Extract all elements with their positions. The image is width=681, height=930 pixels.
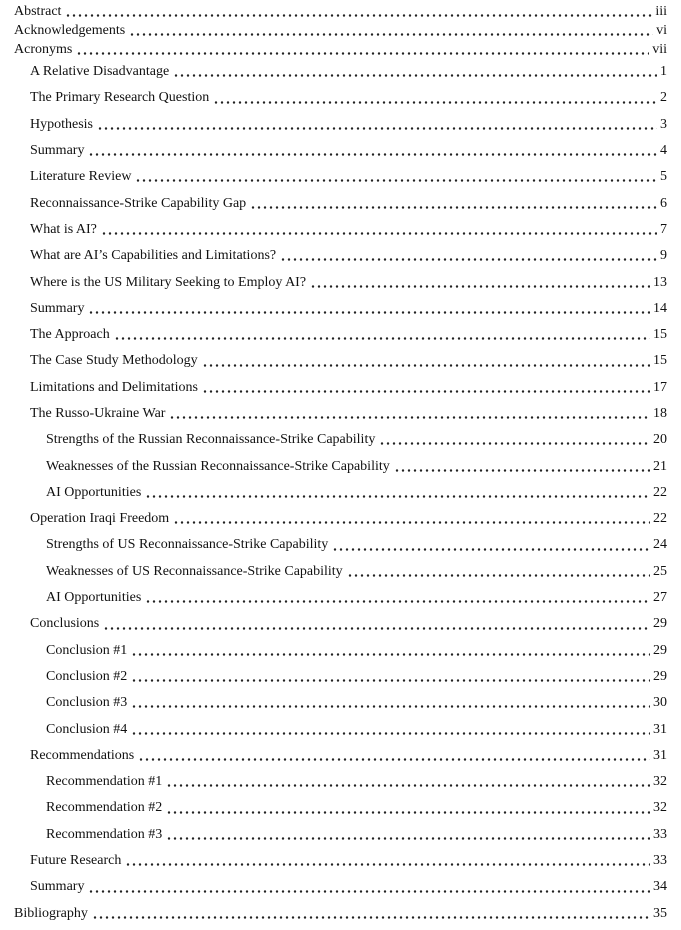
toc-entry: [0, 795, 681, 821]
toc-entry: [0, 532, 681, 558]
toc-entry-page: 17: [653, 379, 667, 395]
toc-entry-page: 22: [653, 484, 667, 500]
toc-entry-label: Strengths of the Russian Reconnaissance-Strike Capability: [46, 432, 376, 448]
toc-leader-dots: [173, 506, 650, 532]
toc-entry: [0, 611, 681, 637]
toc-entry-label: The Russo-Ukraine War: [30, 406, 166, 421]
toc-entry-page: iii: [655, 3, 667, 19]
toc-entry: [0, 322, 681, 348]
toc-entry-label: AI Opportunities: [46, 484, 142, 500]
toc-entry-label: Abstract: [14, 3, 62, 19]
toc-leader-dots: [250, 190, 657, 216]
toc-entry: [0, 217, 681, 243]
toc-entry-label: Summary: [30, 879, 85, 895]
toc-entry-label: Hypothesis: [30, 116, 93, 132]
toc-entry: [0, 112, 681, 138]
toc-leader-dots: [166, 769, 650, 795]
toc-entry-label: Summary: [30, 300, 85, 316]
toc-entry-label: Conclusion #4: [46, 721, 128, 737]
toc-entry-label: Acronyms: [14, 41, 73, 57]
toc-entry-label: Literature Review: [30, 169, 132, 185]
toc-entry-page: 9: [660, 248, 667, 264]
toc-entry-label: Conclusion #3: [46, 695, 128, 711]
toc-entry: [0, 453, 681, 479]
toc-entry-label: Summary: [30, 143, 85, 159]
toc-leader-dots: [65, 2, 652, 21]
toc-entry-label: Conclusion #1: [46, 642, 128, 658]
toc-entry-label: Bibliography: [14, 905, 88, 921]
toc-entry-page: 29: [653, 642, 667, 658]
toc-entry: [0, 2, 681, 21]
toc-entry-label: What are AI’s Capabilities and Limitations?: [30, 248, 277, 264]
toc-entry-page: 2: [660, 90, 667, 106]
toc-leader-dots: [76, 40, 649, 59]
toc-entry-label: Recommendation #3: [46, 826, 163, 842]
toc-entry-label: Limitations and Delimitations: [30, 379, 198, 395]
toc-entry: [0, 716, 681, 742]
toc-leader-dots: [88, 874, 650, 900]
toc-leader-dots: [166, 795, 650, 821]
toc-entry-page: 21: [653, 458, 667, 474]
toc-entry: [0, 296, 681, 322]
toc-entry: [0, 559, 681, 585]
toc-entry-page: 7: [660, 221, 667, 237]
toc-leader-dots: [88, 296, 650, 322]
toc-entry-page: 20: [653, 432, 667, 448]
toc-entry-page: 27: [653, 590, 667, 606]
toc-entry: [0, 848, 681, 874]
toc-leader-dots: [138, 743, 650, 769]
toc-entry-page: 24: [653, 537, 667, 553]
toc-entry-page: 31: [653, 747, 667, 763]
toc-leader-dots: [135, 164, 657, 190]
toc-entry-page: 35: [653, 905, 667, 921]
toc-entry: [0, 243, 681, 269]
toc-entry: [0, 59, 681, 85]
toc-leader-dots: [169, 401, 650, 427]
toc-leader-dots: [131, 690, 650, 716]
toc-entry-label: Recommendations: [30, 747, 135, 763]
toc-entry: [0, 690, 681, 716]
toc-entry-page: 6: [660, 195, 667, 211]
toc-entry: [0, 874, 681, 900]
toc-entry-page: 4: [660, 143, 667, 159]
toc-entry: [0, 427, 681, 453]
toc-entry-page: 30: [653, 695, 667, 711]
toc-entry-page: 1: [660, 64, 667, 80]
toc-entry-label: Operation Iraqi Freedom: [30, 511, 170, 527]
toc-entry-page: 32: [653, 800, 667, 816]
toc-entry-page: 32: [653, 774, 667, 790]
toc-entry: [0, 40, 681, 59]
toc-entry-label: What is AI?: [30, 221, 97, 237]
toc-entry: [0, 506, 681, 532]
toc-leader-dots: [166, 822, 650, 848]
toc-entry-label: Acknowledgements: [14, 22, 126, 38]
toc-leader-dots: [173, 59, 657, 85]
toc-entry-label: The Primary Research Question: [30, 90, 210, 106]
toc-entry-page: 15: [653, 353, 667, 369]
toc-entry: [0, 769, 681, 795]
toc-leader-dots: [125, 848, 650, 874]
toc-entry-label: Conclusion #2: [46, 668, 128, 684]
toc-entry: [0, 401, 681, 427]
toc-entry-label: The Case Study Methodology: [30, 353, 198, 369]
toc-entry: [0, 164, 681, 190]
toc-entry-page: 31: [653, 721, 667, 737]
toc-entry: [0, 638, 681, 664]
toc-entry-label: Conclusions: [30, 616, 100, 632]
toc-entry-page: 33: [653, 826, 667, 842]
toc-leader-dots: [202, 375, 650, 401]
toc-list: [0, 2, 681, 927]
toc-entry: [0, 21, 681, 40]
toc-entry-page: 25: [653, 563, 667, 579]
toc-leader-dots: [114, 322, 650, 348]
toc-entry-label: A Relative Disadvantage: [30, 64, 170, 80]
toc-entry-page: 14: [653, 300, 667, 316]
toc-leader-dots: [145, 585, 650, 611]
toc-entry: [0, 138, 681, 164]
toc-entry-page: 13: [653, 274, 667, 290]
toc-leader-dots: [310, 269, 650, 295]
toc-entry: [0, 190, 681, 216]
toc-entry: [0, 822, 681, 848]
toc-leader-dots: [97, 112, 657, 138]
toc-entry-page: 3: [660, 116, 667, 132]
toc-leader-dots: [101, 217, 657, 243]
toc-leader-dots: [131, 664, 650, 690]
toc-entry-label: Where is the US Military Seeking to Employ AI?: [30, 274, 307, 290]
toc-leader-dots: [202, 348, 650, 374]
toc-entry-label: Strengths of US Reconnaissance-Strike Capability: [46, 537, 329, 553]
toc-leader-dots: [131, 638, 650, 664]
toc-entry: [0, 585, 681, 611]
toc-entry-label: Weaknesses of US Reconnaissance-Strike Capability: [46, 563, 343, 579]
toc-entry-page: vii: [652, 41, 667, 57]
toc-entry-page: vi: [656, 22, 667, 38]
toc-leader-dots: [379, 427, 650, 453]
toc-entry: [0, 743, 681, 769]
toc-entry-page: 34: [653, 879, 667, 895]
toc-entry-page: 18: [653, 406, 667, 421]
toc-leader-dots: [129, 21, 653, 40]
toc-entry: [0, 901, 681, 927]
toc-entry: [0, 375, 681, 401]
toc-entry-label: AI Opportunities: [46, 590, 142, 606]
toc-entry: [0, 85, 681, 111]
toc-entry-page: 15: [653, 327, 667, 343]
toc-entry-page: 5: [660, 169, 667, 185]
toc-entry-page: 33: [653, 853, 667, 869]
toc-entry-page: 29: [653, 668, 667, 684]
toc-entry: [0, 348, 681, 374]
toc-leader-dots: [103, 611, 650, 637]
toc-leader-dots: [280, 243, 657, 269]
toc-leader-dots: [131, 716, 650, 742]
toc-entry-label: Weaknesses of the Russian Reconnaissance-Strike Capability: [46, 458, 390, 474]
toc-entry: [0, 664, 681, 690]
toc-entry-label: Future Research: [30, 853, 122, 869]
toc-entry-page: 29: [653, 616, 667, 632]
toc-entry-page: 22: [653, 511, 667, 527]
toc-entry-label: Recommendation #1: [46, 774, 163, 790]
toc-leader-dots: [145, 480, 650, 506]
toc-entry: [0, 480, 681, 506]
toc-leader-dots: [394, 453, 650, 479]
toc-entry: [0, 269, 681, 295]
toc-leader-dots: [92, 901, 650, 927]
toc-leader-dots: [347, 559, 650, 585]
toc-leader-dots: [213, 85, 657, 111]
toc-leader-dots: [332, 532, 650, 558]
toc-entry-label: The Approach: [30, 327, 110, 343]
toc-entry-label: Reconnaissance-Strike Capability Gap: [30, 195, 247, 211]
toc-entry-label: Recommendation #2: [46, 800, 163, 816]
toc-leader-dots: [88, 138, 657, 164]
